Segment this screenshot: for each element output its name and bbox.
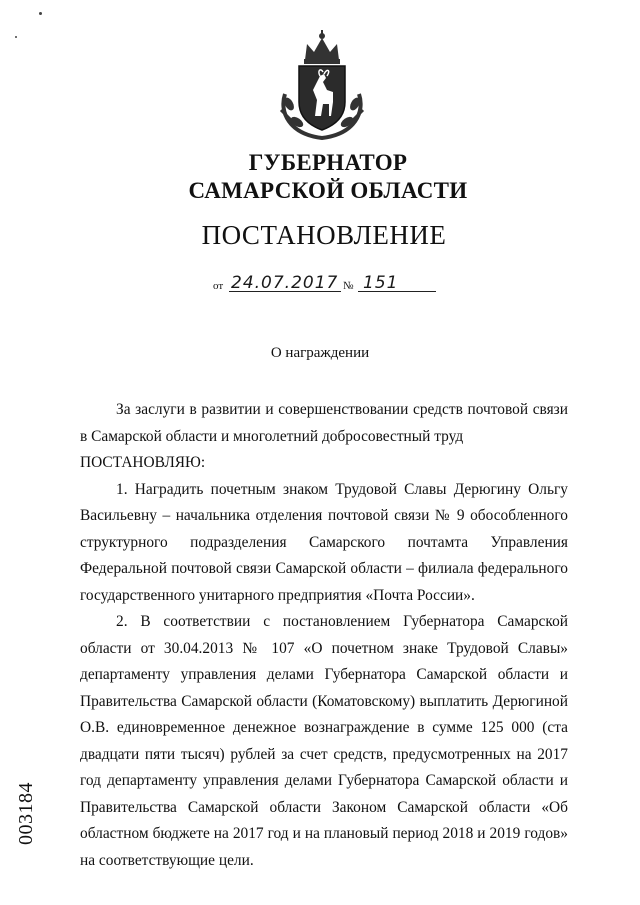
preamble-paragraph: За заслуги в развитии и совершенствовании средств почтовой связи в Самарской области и многолетний добросовестный труд [80, 401, 568, 445]
scan-speck [39, 12, 42, 15]
coat-of-arms-emblem [277, 30, 367, 142]
date-number-line [213, 272, 438, 298]
scan-speck [15, 36, 17, 38]
header-governor: ГУБЕРНАТОР [248, 150, 408, 175]
document-subject: О награждении [270, 345, 370, 361]
header-region: САМАРСКОЙ ОБЛАСТИ [188, 178, 468, 203]
clause-1-paragraph: 1. Наградить почетным знаком Трудовой Славы Дерюгину Ольгу Васильевну – начальника отделения почтовой связи № 9 обособленного структурного подразделения Самарского почтамта Управления Федеральной почтовой связи Самарской области – филиала федерального государственного унитарного предприятия «Почта России». [80, 480, 568, 604]
date-from-label: от [213, 280, 224, 292]
resolution-keyword: ПОСТАНОВЛЯЮ: [80, 454, 206, 471]
document-number: 151 [363, 273, 399, 293]
registration-stamp-number: 003184 [15, 782, 37, 845]
document-date: 24.07.2017 [231, 273, 339, 293]
samara-coat-of-arms-icon [277, 30, 367, 142]
document-body [80, 397, 568, 874]
number-label: № [343, 280, 354, 292]
document-type-title: ПОСТАНОВЛЕНИЕ [201, 220, 447, 250]
clause-2-paragraph: 2. В соответствии с постановлением Губернатора Самарской области от 30.04.2013 № 107 «О почетном знаке Трудовой Славы» департаменту управления делами Губернатора Самарской области и Правительства Самарской области (Коматовскому) выплатить Дерюгиной О.В. единовременное денежное вознаграждение в сумме 125 000 (ста двадцати пяти тысяч) рублей за счет средств, предусмотренных на 2017 год департаменту управления делами Губернатора Самарской области и Правительства Самарской области Законом Самарской области «Об областном бюджете на 2017 год и на плановый период 2018 и 2019 годов» на соответствующие цели. [80, 613, 568, 869]
